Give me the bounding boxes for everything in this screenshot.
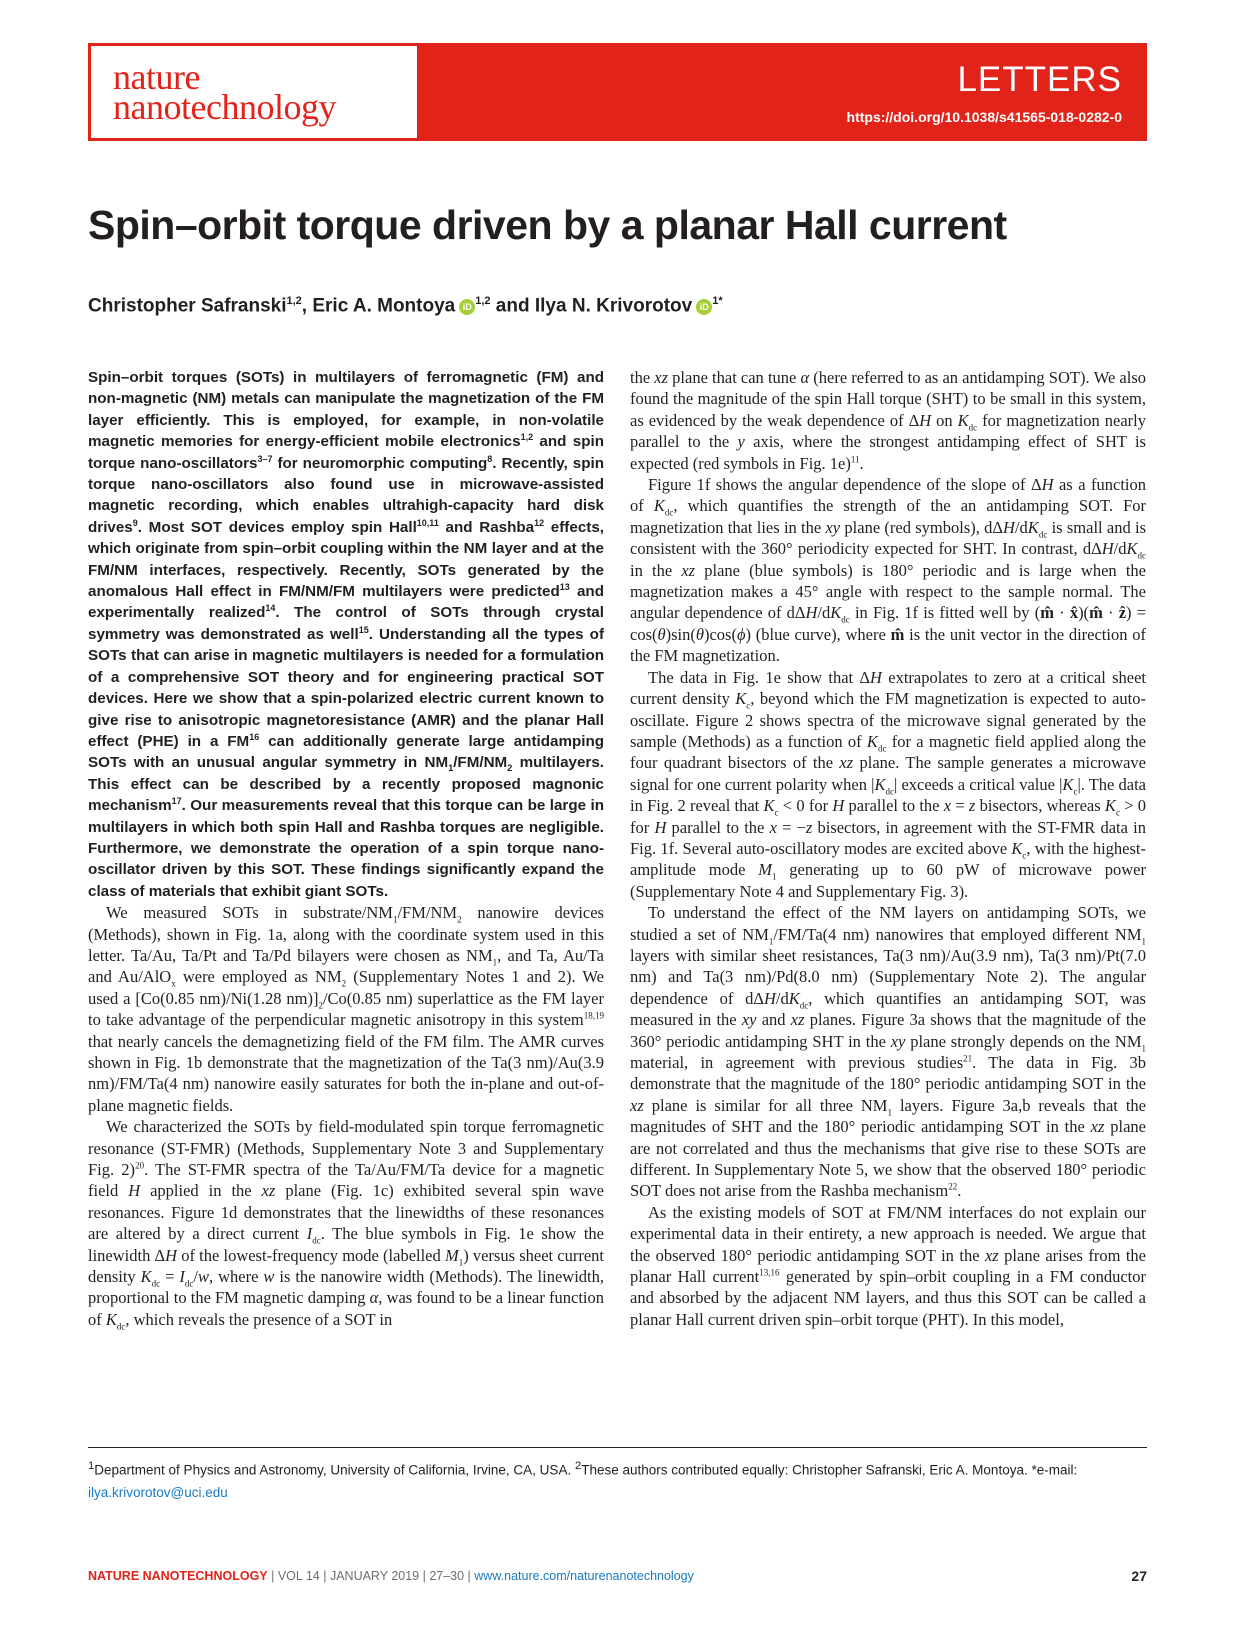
body-column-left bbox=[88, 367, 604, 1330]
journal-header bbox=[88, 43, 1147, 141]
section-label: LETTERS bbox=[957, 60, 1122, 99]
journal-name-line1: nature bbox=[113, 57, 200, 97]
author-name[interactable]: Eric A. Montoya bbox=[312, 295, 456, 317]
corresponding-email-link[interactable]: ilya.krivorotov@uci.edu bbox=[88, 1484, 228, 1500]
abstract-paragraph: Spin–orbit torques (SOTs) in multilayers of ferromagnetic (FM) and non-magnetic (NM) metals can manipulate the magnetization of the FM layer efficiently. This is employed, for example, in non-volatile magnetic memories for energy-efficient mobile electronics$^{1,2}$ and spin torque nano-oscillators$^{3-7}$ for neuromorphic computing$^8$. Recently, spin torque nano-oscillators also found use in microwave-assisted magnetic recording, which enables ultrahigh-capacity hard disk drives$^9$. Most SOT devices employ spin Hall$^{10,11}$ and Rashba$^{12}$ effects, which originate from spin–orbit coupling within the NM layer and at the FM/NM interfaces, respectively. Recently, SOTs generated by the anomalous Hall effect in FM/NM/FM multilayers were predicted$^{13}$ and experimentally realized$^{14}$. The control of SOTs through crystal symmetry was demonstrated as well$^{15}$. Understanding all the types of SOTs that can arise in magnetic multilayers is needed for a formulation of a comprehensive SOT theory and for engineering practical SOT devices. Here we show that a spin-polarized electric current known to give rise to anisotropic magnetoresistance (AMR) and the planar Hall effect (PHE) in a FM$^{16}$ can additionally generate large antidamping SOTs with an unusual angular symmetry in $NM_1/FM/NM_2$ multilayers. This effect can be described by a recently proposed magnonic mechanism$^{17}$. Our measurements reveal that this torque can be large in multilayers in which both spin Hall and Rashba torques are negligible. Furthermore, we demonstrate the operation of a spin torque nano-oscillator driven by this SOT. These findings significantly expand the class of materials that exhibit giant SOTs. bbox=[88, 369, 605, 900]
body-paragraph: the xz plane that can tune α (here referred to as an antidamping SOT). We also found the magnitude of the spin Hall torque (SHT) to be small in this system, as evidenced by the weak dependence of ΔH on $K_{dc}$ for magnetization nearly parallel to the y axis, where the strongest antidamping effect of SHT is expected (red symbols in Fig. 1e)$^{11}$. bbox=[630, 368, 1146, 473]
author-list: Christopher Safranski$^{1,2}$, Eric A. Montoya iD$^{1,2}$ and Ilya N. Krivorotov $iD^{1*}$ bbox=[88, 295, 723, 317]
affiliation-text: Department of Physics and Astronomy, University of California, Irvine, CA, USA. bbox=[94, 1462, 572, 1478]
body-paragraph: We measured SOTs in substrate/$NM_1/FM/NM_2$ nanowire devices (Methods), shown in Fig. 1a, along with the coordinate system used in this letter. Ta/Au, Ta/Pt and Ta/Pd bilayers were chosen as $NM_1$, and Ta, Au/Ta and Au/AlO$_x$ were employed as $NM_2$ (Supplementary Notes 1 and 2). We used a [Co(0.85 nm)/Ni(1.28 $nm)]_2/Co(0.85$ nm) superlattice as the FM layer to take advantage of the perpendicular magnetic anisotropy in this system$^{18,19}$ that nearly cancels the demagnetizing field of the FM film. The AMR curves shown in Fig. 1b demonstrate that the magnetization of the Ta(3 nm)/Au(3.9 nm)/FM/Ta(4 nm) nanowire easily saturates for both the in-plane and out-of-plane magnetic fields. bbox=[88, 903, 604, 1115]
body-paragraph: Figure 1f shows the angular dependence of the slope of ΔH as a function of $K_{dc}$, which quantifies the strength of the an antidamping SOT. For magnetization that lies in the xy plane (red symbols), dΔH/$dK_{dc}$ is small and is consistent with the 360° periodicity expected for SHT. In contrast, dΔH/$dK_{dc}$ in the xz plane (blue symbols) is 180° periodic and is large when the magnetization makes a 45° angle with respect to the sample normal. The angular dependence of dΔH/$dK_{dc}$ in Fig. 1f is fitted well by (m̂ · x̂)(m̂ · ẑ) = cos(θ)sin(θ)cos(ϕ) (blue curve), where m̂ is the unit vector in the direction of the FM magnetization. bbox=[630, 475, 1147, 666]
journal-website-link[interactable]: www.nature.com/naturenanotechnology bbox=[474, 1569, 694, 1583]
footer-issue-info: | VOL 14 | JANUARY 2019 | 27–30 | bbox=[267, 1569, 475, 1583]
orcid-icon[interactable]: iD bbox=[459, 299, 475, 315]
author-affiliation: 1,2 bbox=[286, 295, 302, 307]
author-affiliation: 1,2 bbox=[475, 295, 491, 307]
doi-link[interactable]: https://doi.org/10.1038/s41565-018-0282-0 bbox=[846, 109, 1122, 125]
journal-name-line2: nanotechnology bbox=[113, 87, 336, 127]
body-column-right bbox=[630, 367, 1146, 1330]
orcid-icon[interactable]: iD bbox=[696, 299, 712, 315]
header-banner bbox=[417, 46, 1144, 138]
author-name[interactable]: Christopher Safranski bbox=[88, 295, 287, 317]
body-paragraph: The data in Fig. 1e show that ΔH extrapolates to zero at a critical sheet current density $K_c$, beyond which the FM magnetization is expected to auto-oscillate. Figure 2 shows spectra of the microwave signal generated by the sample (Methods) as a function of $K_{dc}$ for a magnetic field applied along the four quadrant bisectors of the xz plane. The sample generates a microwave signal for one current polarity when $|K_{dc}|$ exceeds a critical value $|K_c|$. The data in Fig. 2 reveal that $K_c < 0$ for H parallel to the x = z bisectors, whereas $K_c > 0$ for H parallel to the x = −z bisectors, in agreement with the ST-FMR data in Fig. 1f. Several auto-oscillatory modes are excited above $K_c$, with the highest-amplitude mode $M_1$ generating up to 60 pW of microwave power (Supplementary Note 4 and Supplementary Fig. 3). bbox=[630, 667, 1147, 901]
article-title: Spin–orbit torque driven by a planar Hall current bbox=[88, 202, 1007, 248]
page-footer bbox=[88, 1569, 1147, 1583]
body-paragraph: To understand the effect of the NM layers on antidamping SOTs, we studied a set of $NM_1/FM/Ta(4$ nm) nanowires that employed different $NM_1$ layers with similar sheet resistances, Ta(3 nm)/Au(3.9 nm), Ta(3 nm)/Pt(7.0 nm) and Ta(3 nm)/Pd(8.0 nm) (Supplementary Note 2). The angular dependence of dΔH/$dK_{dc}$, which quantifies an antidamping SOT, was measured in the xy and xz planes. Figure 3a shows that the magnitude of the 360° periodic antidamping SHT in the xy plane strongly depends on the $NM_1$ material, in agreement with previous studies$^{21}$. The data in Fig. 3b demonstrate that the magnitude of the 180° periodic antidamping SOT in the xz plane is similar for all three $NM_1$ layers. Figure 3a,b reveals that the magnitudes of SHT and the 180° periodic antidamping SOT in the xz plane are not correlated and thus the mechanisms that give rise to these SOTs are different. In Supplementary Note 5, we show that the observed 180° periodic SOT does not arise from the Rashba mechanism$^{22}$. bbox=[630, 903, 1147, 1201]
body-paragraph: As the existing models of SOT at FM/NM interfaces do not explain our experimental data in their entirety, a new approach is needed. We argue that the observed 180° periodic antidamping SOT in the xz plane arises from the planar Hall current$^{13,16}$ generated by spin–orbit coupling in a FM conductor and absorbed by the adjacent NM layers, and thus this SOT can be called a planar Hall current driven spin–orbit torque (PHT). In this model, bbox=[630, 1202, 1147, 1329]
footnote-divider bbox=[88, 1447, 1147, 1448]
author-name[interactable]: Ilya N. Krivorotov bbox=[534, 295, 693, 317]
footer-journal-name: NATURE NANOTECHNOLOGY bbox=[88, 1569, 268, 1583]
journal-logo bbox=[113, 57, 336, 127]
contribution-text: These authors contributed equally: Christopher Safranski, Eric A. Montoya. bbox=[581, 1462, 1028, 1478]
author-affiliation: 1* bbox=[712, 295, 723, 307]
page-number: 27 bbox=[1131, 1568, 1147, 1584]
body-paragraph: We characterized the SOTs by field-modulated spin torque ferromagnetic resonance (ST-FMR) (Methods, Supplementary Note 3 and Supplementary Fig. 2)$^{20}$. The ST-FMR spectra of the Ta/Au/FM/Ta device for a magnetic field H applied in the xz plane (Fig. 1c) exhibited several spin wave resonances. Figure 1d demonstrates that the linewidths of these resonances are altered by a direct current $I_{dc}$. The blue symbols in Fig. 1e show the linewidth ΔH of the lowest-frequency mode (labelled $M_1$) versus sheet current density $K_{dc} = I_{dc}/w$, where w is the nanowire width (Methods). The linewidth, proportional to the FM magnetic damping α, was found to be a linear function of $K_{dc}$, which reveals the presence of a SOT in bbox=[88, 1117, 605, 1332]
email-label: *e-mail: bbox=[1031, 1462, 1078, 1478]
affiliation-footnote: $^1$Department of Physics and Astronomy, University of California, Irvine, CA, USA. $^2$These authors contributed equally: Christopher Safranski, Eric A. Montoya. *e-mail: ilya.krivorotov@uci.edu bbox=[88, 1460, 1078, 1500]
